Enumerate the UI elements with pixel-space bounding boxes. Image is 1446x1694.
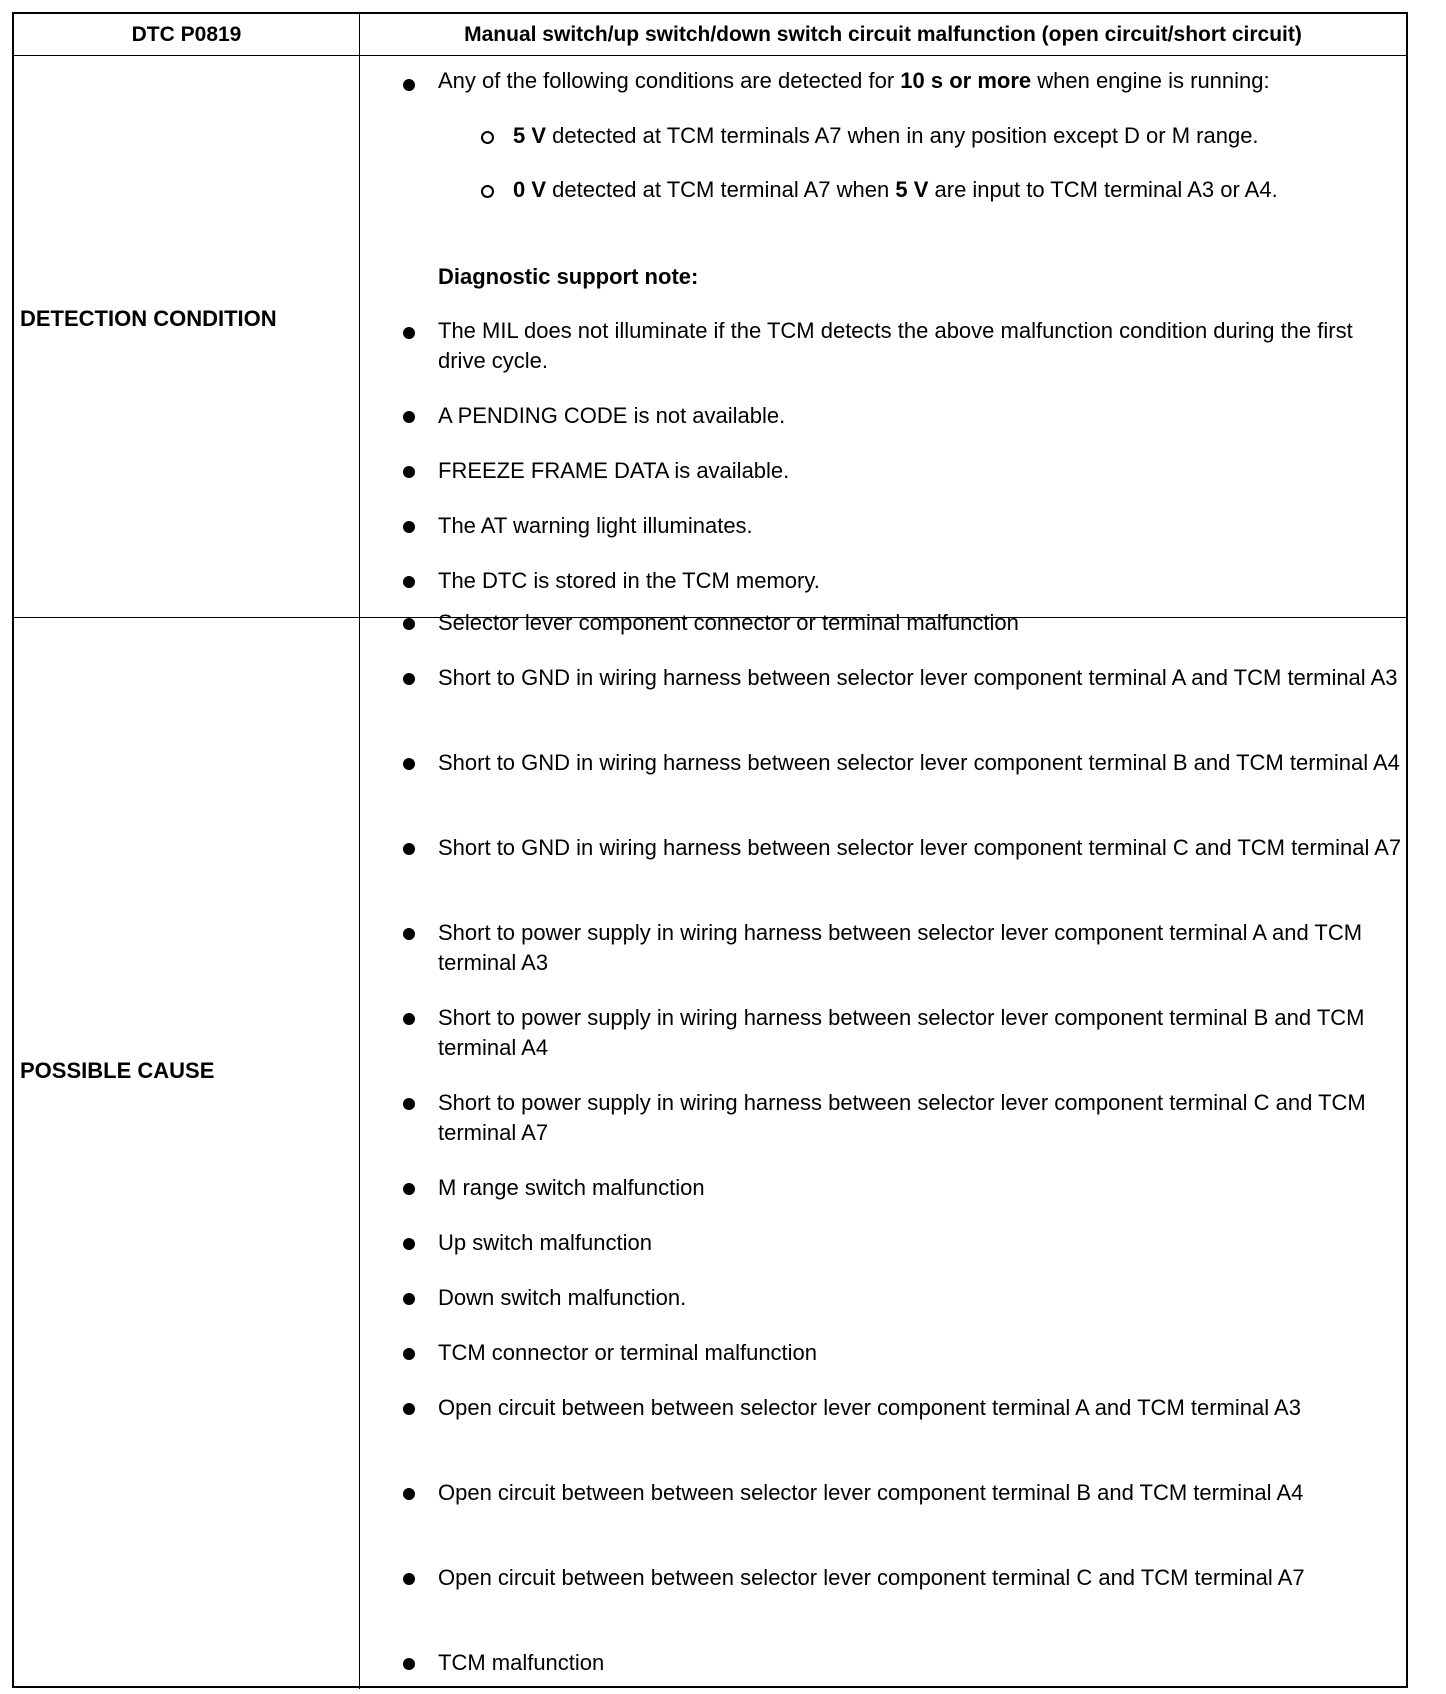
cause-item: TCM malfunction xyxy=(438,1650,605,1675)
detection-note-2: A PENDING CODE is not available. xyxy=(438,403,786,428)
bullet-icon xyxy=(403,758,415,770)
dtc-code: DTC P0819 xyxy=(131,22,242,46)
dtc-description: Manual switch/up switch/down switch circuit malfunction (open circuit/short circuit) xyxy=(464,22,1302,46)
detection-note-1: The MIL does not illuminate if the TCM detects the above malfunction condition during the first drive cycle. xyxy=(438,318,1353,373)
header-row xyxy=(14,14,1406,55)
detection-label: DETECTION CONDITION xyxy=(20,306,277,331)
cause-item: Open circuit between between selector lever component terminal B and TCM terminal A4 xyxy=(438,1480,1304,1505)
cause-item: Short to GND in wiring harness between selector lever component terminal B and TCM terminal A4 xyxy=(438,750,1400,775)
bullet-icon xyxy=(403,411,415,423)
cause-item: Open circuit between between selector lever component terminal A and TCM terminal A3 xyxy=(438,1395,1301,1420)
bullet-icon xyxy=(403,1238,415,1250)
bullet-icon xyxy=(403,1573,415,1585)
header-description-cell xyxy=(360,14,1406,55)
cause-label-cell xyxy=(14,618,360,1689)
bullet-icon xyxy=(403,466,415,478)
cause-item: Short to GND in wiring harness between selector lever component terminal A and TCM terminal A3 xyxy=(438,665,1398,690)
bullet-icon xyxy=(403,1658,415,1670)
detection-condition-2: 0 V detected at TCM terminal A7 when 5 V are input to TCM terminal A3 or A4. xyxy=(513,177,1278,202)
bullet-icon xyxy=(403,673,415,685)
detection-intro: Any of the following conditions are detected for 10 s or more when engine is running: xyxy=(438,68,1270,93)
cause-content-cell xyxy=(360,618,1406,1689)
cause-item: Up switch malfunction xyxy=(438,1230,652,1255)
bullet-icon xyxy=(403,79,415,91)
cause-item: Short to power supply in wiring harness between selector lever component terminal B and TCM terminal A4 xyxy=(438,1005,1365,1060)
cause-item: TCM connector or terminal malfunction xyxy=(438,1340,818,1365)
detection-note-4: The AT warning light illuminates. xyxy=(438,513,753,538)
header-code-cell xyxy=(14,14,360,55)
bullet-icon xyxy=(403,618,415,630)
bullet-icon xyxy=(403,1183,415,1195)
circle-bullet-icon xyxy=(481,185,494,198)
bullet-icon xyxy=(403,928,415,940)
diagnostic-note-heading: Diagnostic support note: xyxy=(438,264,699,289)
cause-item: M range switch malfunction xyxy=(438,1175,705,1200)
bullet-icon xyxy=(403,576,415,588)
cause-item: Down switch malfunction. xyxy=(438,1285,687,1310)
bullet-icon xyxy=(403,327,415,339)
bullet-icon xyxy=(403,1488,415,1500)
bullet-icon xyxy=(403,843,415,855)
detection-note-5: The DTC is stored in the TCM memory. xyxy=(438,568,820,593)
bullet-icon xyxy=(403,521,415,533)
cause-label: POSSIBLE CAUSE xyxy=(20,1058,215,1083)
circle-bullet-icon xyxy=(481,131,494,144)
detection-condition-1: 5 V detected at TCM terminals A7 when in any position except D or M range. xyxy=(513,123,1259,148)
cause-item: Short to power supply in wiring harness between selector lever component terminal C and TCM terminal A7 xyxy=(438,1090,1366,1145)
bullet-icon xyxy=(403,1098,415,1110)
cause-item: Short to GND in wiring harness between selector lever component terminal C and TCM terminal A7 xyxy=(438,835,1402,860)
bullet-icon xyxy=(403,1293,415,1305)
cause-item: Open circuit between between selector lever component terminal C and TCM terminal A7 xyxy=(438,1565,1305,1590)
detection-label-cell xyxy=(14,56,360,618)
bullet-icon xyxy=(403,1013,415,1025)
detection-note-3: FREEZE FRAME DATA is available. xyxy=(438,458,790,483)
cause-item: Short to power supply in wiring harness between selector lever component terminal A and TCM terminal A3 xyxy=(438,920,1363,975)
bullet-icon xyxy=(403,1348,415,1360)
cause-item: Selector lever component connector or terminal malfunction xyxy=(438,610,1019,635)
bullet-icon xyxy=(403,1403,415,1415)
